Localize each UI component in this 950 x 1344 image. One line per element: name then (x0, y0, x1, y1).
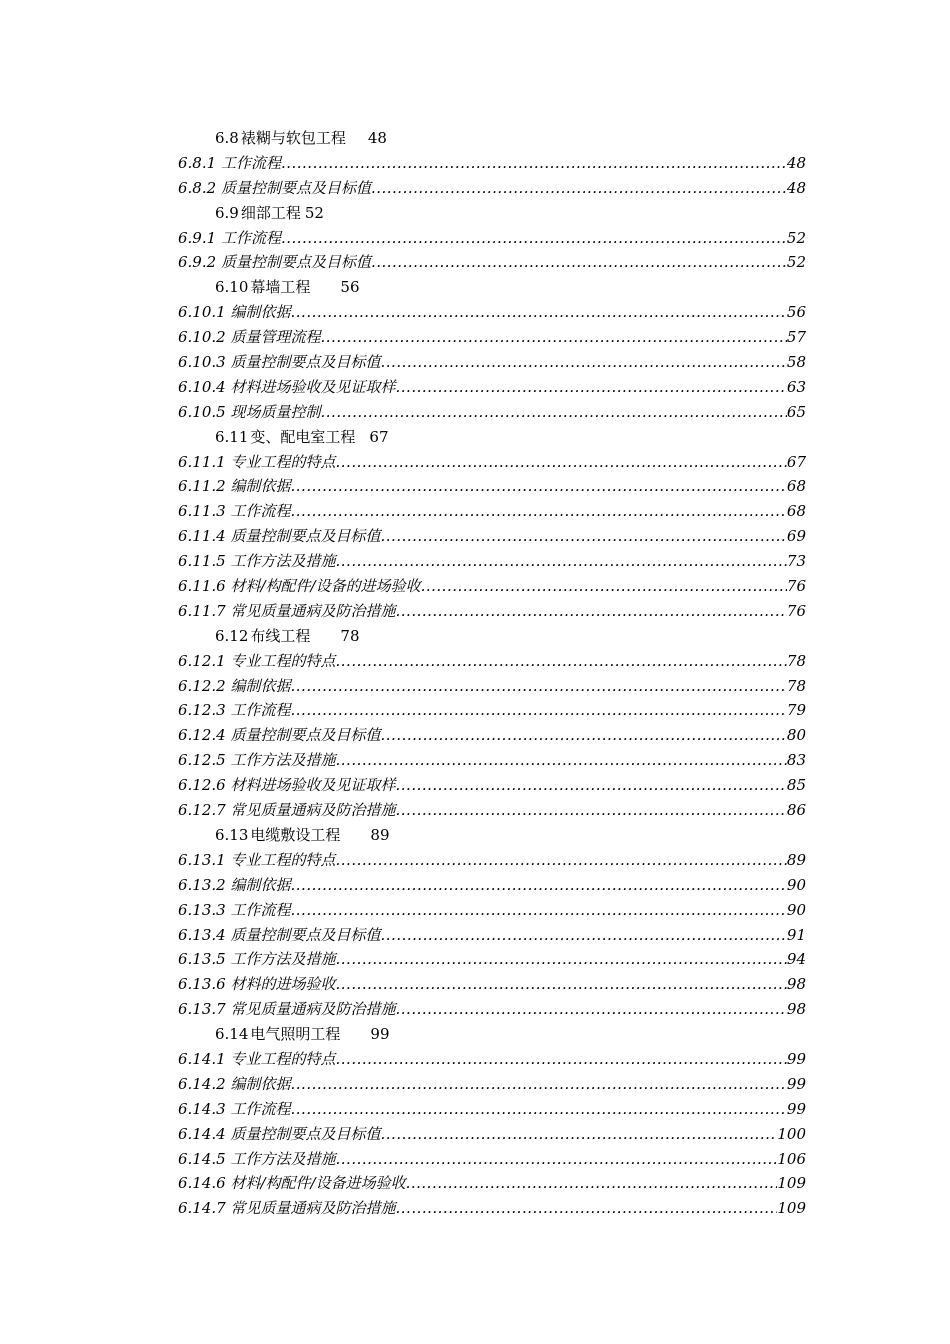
toc-entry-title: 专业工程的特点 (230, 452, 336, 471)
toc-page-number: 89 (786, 850, 806, 869)
toc-entry-label (178, 1171, 406, 1196)
toc-subsection-entry[interactable] (178, 773, 806, 798)
toc-subsection-entry[interactable] (178, 474, 806, 499)
toc-dot-leader (291, 674, 787, 699)
toc-entry-number: 6.12.5 (178, 751, 226, 770)
toc-page-number: 99 (786, 1049, 806, 1068)
toc-page-number: 90 (786, 900, 806, 919)
toc-entry-title: 工作流程 (230, 502, 291, 521)
toc-subsection-entry[interactable] (178, 1196, 806, 1221)
toc-entry-number: 6.9 (215, 203, 239, 222)
toc-dot-leader (336, 848, 787, 873)
toc-entry-number: 6.11.1 (178, 452, 226, 471)
toc-entry-label (178, 574, 421, 599)
toc-entry-number: 6.10.2 (178, 328, 226, 347)
toc-section-entry[interactable] (178, 126, 806, 151)
toc-page-number: 90 (786, 875, 806, 894)
toc-page-number: 52 (786, 253, 806, 272)
toc-subsection-entry[interactable] (178, 1171, 806, 1196)
toc-subsection-entry[interactable] (178, 325, 806, 350)
toc-subsection-entry[interactable] (178, 698, 806, 723)
toc-subsection-entry[interactable] (178, 997, 806, 1022)
toc-entry-title: 质量控制要点及目标值 (230, 527, 381, 546)
toc-dot-leader (381, 923, 787, 948)
toc-dot-leader (371, 250, 787, 275)
toc-entry-number: 6.13.7 (178, 1000, 226, 1019)
toc-dot-leader (371, 176, 787, 201)
toc-page-number: 65 (786, 402, 806, 421)
toc-entry-label (178, 773, 396, 798)
toc-entry-label (178, 1196, 396, 1221)
toc-entry-number: 6.11.5 (178, 552, 226, 571)
toc-page-number: 109 (777, 1199, 806, 1218)
toc-entry-title: 工作流程 (230, 1099, 291, 1118)
toc-entry-title: 电气照明工程 (250, 1025, 341, 1044)
toc-entry-title: 质量控制要点及目标值 (230, 726, 381, 745)
toc-dot-leader (291, 698, 787, 723)
toc-subsection-entry[interactable] (178, 1097, 806, 1122)
toc-entry-number: 6.13.2 (178, 875, 226, 894)
toc-entry-number: 6.14.1 (178, 1049, 226, 1068)
toc-dot-leader (291, 873, 787, 898)
toc-entry-title: 布线工程 (250, 626, 311, 645)
toc-subsection-entry[interactable] (178, 898, 806, 923)
toc-dot-leader (396, 798, 787, 823)
toc-entry-number: 6.8 (215, 129, 239, 147)
toc-entry-label (178, 599, 396, 624)
toc-entry-number: 6.12.3 (178, 701, 226, 720)
toc-entry-title: 工作方法及措施 (230, 1149, 336, 1168)
toc-entry-label (178, 474, 291, 499)
toc-entry-label (178, 723, 381, 748)
toc-dot-leader (291, 898, 787, 923)
table-of-contents (178, 126, 806, 1221)
toc-entry-title: 材料进场验收及见证取样 (230, 377, 396, 396)
toc-entry-title: 专业工程的特点 (230, 651, 336, 670)
toc-subsection-entry[interactable] (178, 226, 806, 251)
toc-dot-leader (381, 1122, 778, 1147)
toc-page-number: 73 (786, 552, 806, 571)
toc-entry-title: 常见质量通病及防治措施 (230, 801, 396, 820)
toc-entry-label (178, 375, 396, 400)
toc-entry-label (178, 400, 321, 425)
toc-entry-label (178, 674, 291, 699)
toc-dot-leader (281, 226, 787, 251)
toc-page-number: 63 (786, 377, 806, 396)
toc-entry-label (178, 1097, 291, 1122)
toc-page-number: 69 (786, 527, 806, 546)
toc-entry-number: 6.14.2 (178, 1074, 226, 1093)
toc-subsection-entry[interactable] (178, 674, 806, 699)
toc-entry-title: 专业工程的特点 (230, 1049, 336, 1068)
toc-page-number: 99 (370, 1025, 390, 1044)
toc-entry-number: 6.12.4 (178, 726, 226, 745)
toc-entry-title: 工作流程 (230, 900, 291, 919)
toc-entry-number: 6.14.3 (178, 1099, 226, 1118)
toc-section-entry[interactable] (178, 823, 806, 848)
toc-entry-number: 6.11.7 (178, 601, 226, 620)
toc-subsection-entry[interactable] (178, 599, 806, 624)
toc-entry-title: 编制依据 (230, 303, 291, 322)
toc-entry-label (178, 947, 336, 972)
toc-entry-label (178, 226, 281, 251)
toc-page-number: 99 (786, 1099, 806, 1118)
toc-subsection-entry[interactable] (178, 524, 806, 549)
toc-entry-number: 6.9.2 (178, 253, 217, 272)
toc-subsection-entry[interactable] (178, 250, 806, 275)
toc-page-number: 48 (786, 153, 806, 172)
toc-page-number: 91 (786, 925, 806, 944)
toc-page-number: 78 (340, 626, 360, 645)
toc-dot-leader (281, 151, 787, 176)
toc-page-number: 99 (786, 1074, 806, 1093)
toc-page-number: 56 (786, 303, 806, 322)
toc-subsection-entry[interactable] (178, 176, 806, 201)
toc-entry-title: 编制依据 (230, 1074, 291, 1093)
toc-entry-title: 质量控制要点及目标值 (230, 925, 381, 944)
toc-entry-label (178, 698, 291, 723)
toc-entry-label (178, 350, 381, 375)
toc-entry-title: 裱糊与软包工程 (240, 129, 346, 147)
toc-entry-label (178, 524, 381, 549)
toc-dot-leader (406, 1171, 778, 1196)
toc-page-number: 106 (777, 1149, 806, 1168)
toc-entry-number: 6.8.2 (178, 178, 217, 197)
toc-page-number: 67 (786, 452, 806, 471)
toc-subsection-entry[interactable] (178, 1122, 806, 1147)
toc-entry-title: 质量控制要点及目标值 (220, 178, 371, 197)
toc-dot-leader (336, 947, 787, 972)
toc-entry-title: 材料/构配件/设备的进场验收 (230, 577, 421, 596)
toc-entry-label (178, 1122, 381, 1147)
toc-page-number: 85 (786, 776, 806, 795)
toc-entry-number: 6.13.5 (178, 950, 226, 969)
toc-entry-title: 幕墙工程 (250, 278, 311, 297)
toc-section-entry[interactable] (178, 1022, 806, 1047)
toc-entry-label (178, 499, 291, 524)
toc-entry-title: 细部工程 (240, 203, 301, 222)
toc-subsection-entry[interactable] (178, 798, 806, 823)
toc-dot-leader (381, 524, 787, 549)
toc-entry-label (178, 798, 396, 823)
toc-dot-leader (291, 499, 787, 524)
toc-entry-number: 6.13.4 (178, 925, 226, 944)
toc-dot-leader (396, 1196, 778, 1221)
toc-dot-leader (336, 1147, 778, 1172)
toc-entry-title: 工作方法及措施 (230, 950, 336, 969)
toc-dot-leader (291, 1072, 787, 1097)
toc-entry-label (178, 549, 336, 574)
toc-entry-title: 质量管理流程 (230, 328, 321, 347)
toc-subsection-entry[interactable] (178, 848, 806, 873)
toc-subsection-entry[interactable] (178, 375, 806, 400)
toc-section-entry[interactable] (178, 425, 806, 450)
toc-section-entry[interactable] (178, 275, 806, 300)
toc-entry-number: 6.13.3 (178, 900, 226, 919)
toc-entry-title: 材料/构配件/设备进场验收 (230, 1174, 406, 1193)
toc-page-number: 83 (786, 751, 806, 770)
toc-entry-title: 质量控制要点及目标值 (230, 353, 381, 372)
toc-subsection-entry[interactable] (178, 151, 806, 176)
toc-entry-label (178, 898, 291, 923)
toc-entry-number: 6.10.5 (178, 402, 226, 421)
toc-entry-title: 工作方法及措施 (230, 552, 336, 571)
toc-entry-title: 工作流程 (230, 701, 291, 720)
toc-page-number: 86 (786, 801, 806, 820)
toc-entry-title: 质量控制要点及目标值 (220, 253, 371, 272)
toc-page-number: 78 (786, 651, 806, 670)
toc-entry-number: 6.11.6 (178, 577, 226, 596)
toc-entry-title: 变、配电室工程 (250, 427, 356, 446)
toc-subsection-entry[interactable] (178, 549, 806, 574)
toc-page-number: 48 (786, 178, 806, 197)
toc-entry-label (178, 923, 381, 948)
toc-page-number: 48 (367, 129, 387, 147)
toc-subsection-entry[interactable] (178, 947, 806, 972)
toc-entry-number: 6.10.3 (178, 353, 226, 372)
toc-page-number: 68 (786, 502, 806, 521)
toc-dot-leader (336, 748, 787, 773)
toc-dot-leader (336, 549, 787, 574)
toc-entry-title: 常见质量通病及防治措施 (230, 1000, 396, 1019)
toc-entry-title: 工作流程 (220, 228, 281, 247)
toc-entry-number: 6.12.2 (178, 676, 226, 695)
toc-entry-title: 工作流程 (220, 153, 281, 172)
toc-entry-title: 材料进场验收及见证取样 (230, 776, 396, 795)
toc-dot-leader (421, 574, 787, 599)
toc-page-number: 67 (369, 427, 389, 446)
toc-page-number: 58 (786, 353, 806, 372)
toc-entry-label (178, 1072, 291, 1097)
toc-entry-label (178, 972, 336, 997)
toc-subsection-entry[interactable] (178, 400, 806, 425)
toc-section-entry[interactable] (178, 624, 806, 649)
toc-dot-leader (336, 649, 787, 674)
toc-page-number: 78 (786, 676, 806, 695)
toc-entry-number: 6.10.1 (178, 303, 226, 322)
toc-entry-number: 6.12 (215, 626, 249, 645)
toc-entry-label (178, 748, 336, 773)
toc-subsection-entry[interactable] (178, 923, 806, 948)
toc-entry-number: 6.10 (215, 278, 249, 297)
toc-subsection-entry[interactable] (178, 873, 806, 898)
toc-page-number: 100 (777, 1124, 806, 1143)
toc-entry-number: 6.11 (215, 427, 249, 446)
toc-page-number: 56 (340, 278, 360, 297)
toc-subsection-entry[interactable] (178, 723, 806, 748)
toc-page-number: 109 (777, 1174, 806, 1193)
toc-dot-leader (291, 1097, 787, 1122)
toc-entry-number: 6.8.1 (178, 153, 217, 172)
toc-entry-number: 6.11.2 (178, 477, 226, 496)
toc-entry-title: 现场质量控制 (230, 402, 321, 421)
toc-page-number: 98 (786, 975, 806, 994)
toc-entry-number: 6.10.4 (178, 377, 226, 396)
toc-entry-label (178, 649, 336, 674)
toc-subsection-entry[interactable] (178, 300, 806, 325)
toc-subsection-entry[interactable] (178, 1047, 806, 1072)
toc-dot-leader (291, 474, 787, 499)
toc-dot-leader (336, 972, 787, 997)
toc-dot-leader (396, 773, 787, 798)
toc-dot-leader (396, 997, 787, 1022)
toc-dot-leader (396, 599, 787, 624)
toc-entry-number: 6.12.1 (178, 651, 226, 670)
toc-entry-number: 6.13.1 (178, 850, 226, 869)
toc-subsection-entry[interactable] (178, 1147, 806, 1172)
toc-entry-title: 编制依据 (230, 875, 291, 894)
toc-page-number: 79 (786, 701, 806, 720)
toc-page-number: 80 (786, 726, 806, 745)
toc-subsection-entry[interactable] (178, 499, 806, 524)
toc-entry-number: 6.12.7 (178, 801, 226, 820)
toc-entry-label (178, 176, 371, 201)
toc-entry-label (178, 325, 321, 350)
toc-entry-title: 材料的进场验收 (230, 975, 336, 994)
toc-entry-number: 6.12.6 (178, 776, 226, 795)
toc-entry-title: 质量控制要点及目标值 (230, 1124, 381, 1143)
toc-dot-leader (321, 325, 787, 350)
toc-entry-title: 专业工程的特点 (230, 850, 336, 869)
toc-entry-label (178, 848, 336, 873)
toc-dot-leader (321, 400, 787, 425)
toc-subsection-entry[interactable] (178, 649, 806, 674)
toc-subsection-entry[interactable] (178, 350, 806, 375)
toc-entry-title: 常见质量通病及防治措施 (230, 601, 396, 620)
toc-page-number: 52 (786, 228, 806, 247)
toc-entry-label (178, 1147, 336, 1172)
toc-dot-leader (336, 450, 787, 475)
toc-page-number: 57 (786, 328, 806, 347)
toc-entry-number: 6.14.7 (178, 1199, 226, 1218)
toc-entry-number: 6.14.5 (178, 1149, 226, 1168)
toc-dot-leader (291, 300, 787, 325)
toc-entry-number: 6.13 (215, 825, 249, 844)
toc-subsection-entry[interactable] (178, 574, 806, 599)
toc-page-number: 76 (786, 577, 806, 596)
toc-subsection-entry[interactable] (178, 1072, 806, 1097)
toc-entry-number: 6.9.1 (178, 228, 217, 247)
toc-entry-number: 6.13.6 (178, 975, 226, 994)
toc-entry-title: 电缆敷设工程 (250, 825, 341, 844)
toc-entry-number: 6.11.3 (178, 502, 226, 521)
toc-page-number: 89 (370, 825, 390, 844)
toc-entry-title: 常见质量通病及防治措施 (230, 1199, 396, 1218)
toc-entry-label (178, 997, 396, 1022)
toc-entry-label (178, 873, 291, 898)
toc-section-entry[interactable] (178, 201, 806, 226)
toc-page-number: 76 (786, 601, 806, 620)
toc-subsection-entry[interactable] (178, 450, 806, 475)
toc-dot-leader (396, 375, 787, 400)
toc-entry-number: 6.14 (215, 1025, 249, 1044)
toc-entry-number: 6.11.4 (178, 527, 226, 546)
toc-page-number: 98 (786, 1000, 806, 1019)
toc-page-number: 52 (304, 203, 324, 222)
toc-entry-label (178, 450, 336, 475)
toc-entry-number: 6.14.4 (178, 1124, 226, 1143)
toc-entry-title: 编制依据 (230, 676, 291, 695)
toc-dot-leader (336, 1047, 787, 1072)
toc-entry-label (178, 1047, 336, 1072)
toc-dot-leader (381, 723, 787, 748)
toc-page-number: 68 (786, 477, 806, 496)
toc-entry-title: 工作方法及措施 (230, 751, 336, 770)
toc-entry-label (178, 151, 281, 176)
toc-dot-leader (381, 350, 787, 375)
toc-entry-label (178, 250, 371, 275)
toc-entry-number: 6.14.6 (178, 1174, 226, 1193)
toc-subsection-entry[interactable] (178, 972, 806, 997)
toc-entry-label (178, 300, 291, 325)
toc-page-number: 94 (786, 950, 806, 969)
toc-subsection-entry[interactable] (178, 748, 806, 773)
toc-entry-title: 编制依据 (230, 477, 291, 496)
